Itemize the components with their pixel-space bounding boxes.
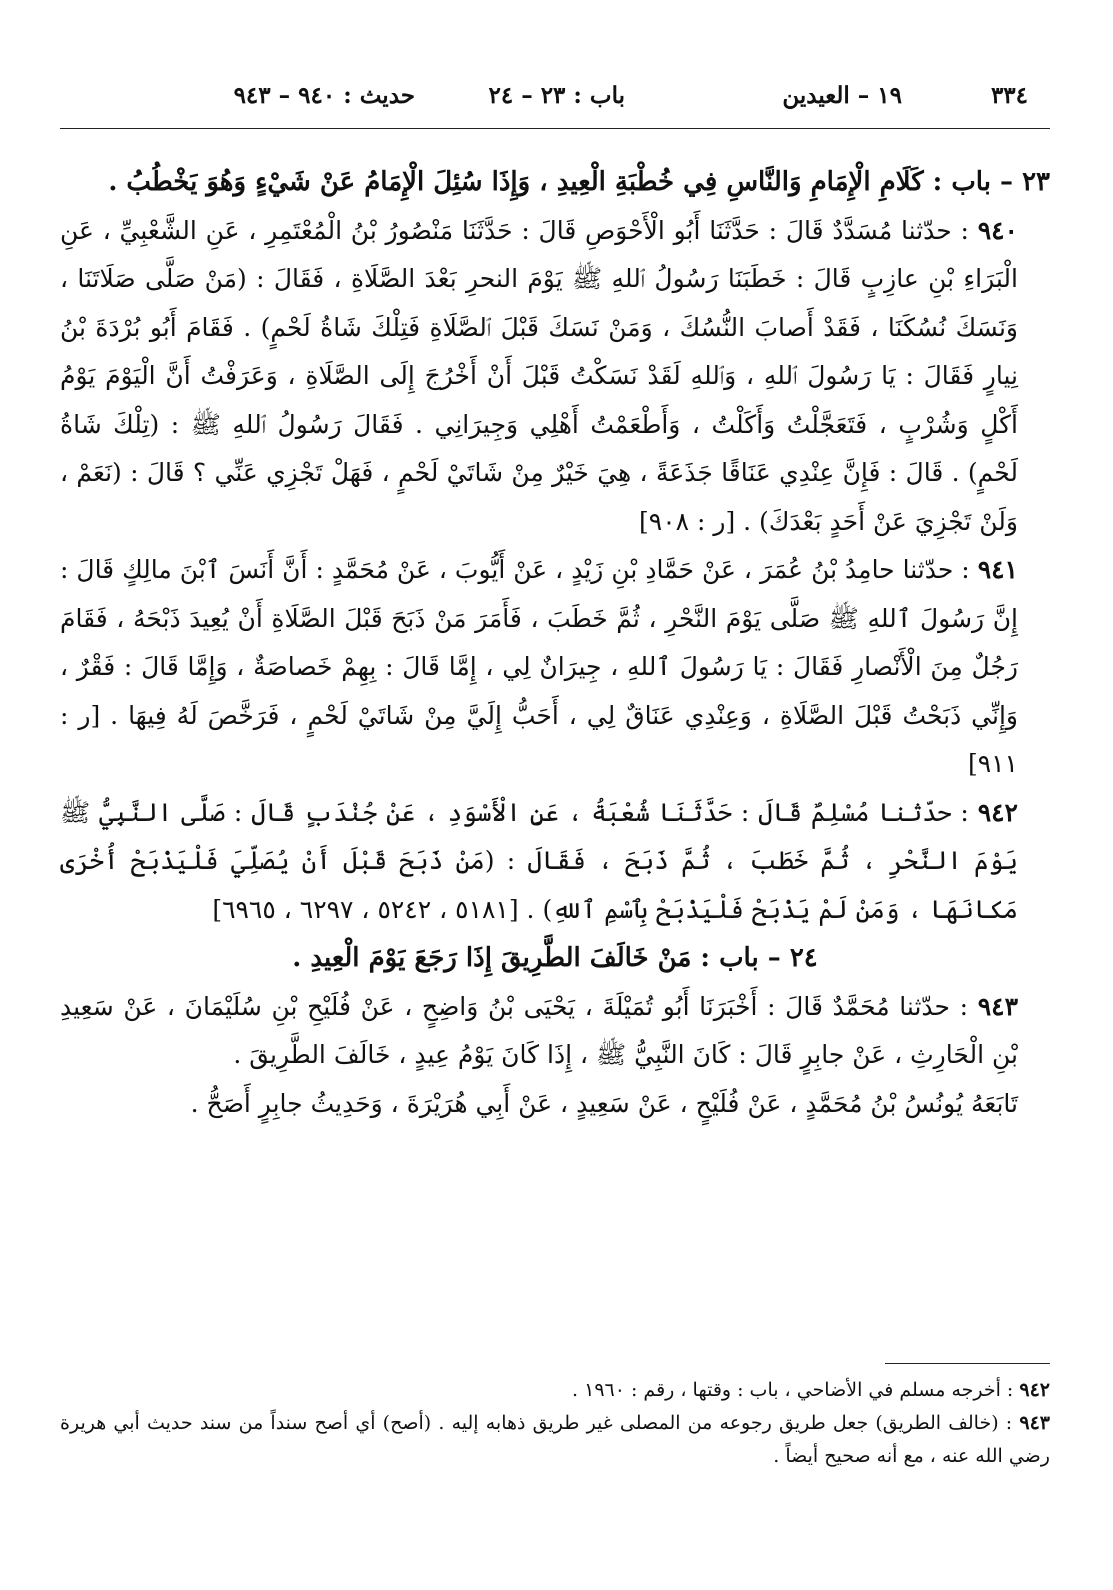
footnote-divider <box>885 1363 1050 1364</box>
hadith-943 <box>60 983 1050 1080</box>
footnote-943 <box>60 1407 1050 1473</box>
hadith-range: حديث : ٩٤٠ – ٩٤٣ <box>233 82 415 109</box>
hadith-number: ٩٤٢ <box>977 797 1018 827</box>
chapter-heading-23: ٢٣ – باب : كَلَامِ الْإِمَامِ وَالنَّاسِ فِي خُطْبَةِ الْعِيدِ ، وَإِذَا سُئِلَ الْإِمَامُ عَنْ شَيْءٍ وَهُوَ يَخْطُبُ . <box>108 167 1050 197</box>
hadith-942 <box>60 789 1050 935</box>
hadith-number: ٩٤١ <box>977 555 1018 584</box>
hadith-text: : حدّثنا مُسَدَّدٌ قَالَ : حَدَّثَنَا أَبُو الْأَحْوَصِ قَالَ : حَدَّثَنَا مَنْصُورُ بْنُ الْمُعْتَمِرِ ، عَنِ الشَّعْبِيِّ ، عَنِ الْبَرَاءِ بْنِ عازِبٍ قَالَ : خَطَبَنَا رَسُولُ ٱللهِ ﷺ يَوْمَ النحرِ بَعْدَ الصَّلَاةِ ، فَقَالَ : (مَنْ صَلَّى صَلَاتَنَا ، وَنَسَكَ نُسُكَنَا ، فَقَدْ أَصابَ النُّسُكَ ، وَمَنْ نَسَكَ قَبْلَ ٱلصَّلَاةِ فَتِلْكَ شَاةُ لَحْمٍ) . فَقَامَ أَبُو بُرْدَةَ بْنُ نِيارٍ فَقَالَ : يَا رَسُولَ ٱللهِ ، وَٱللهِ لَقَدْ نَسَكْتُ قَبْلَ أَنْ أَخْرُجَ إِلَى الصَّلَاةِ ، وَعَرَفْتُ أَنَّ الْيَوْمَ يَوْمُ أَكْلٍ وَشُرْبٍ ، فَتَعَجَّلْتُ وَأَكَلْتُ ، وَأَطْعَمْتُ أَهْلِي وَجِيرَانِي . فَقَالَ رَسُولُ ٱللهِ ﷺ : (تِلْكَ شَاةُ لَحْمٍ) . قَالَ : فَإِنَّ عِنْدِي عَنَاقًا جَذَعَةً ، هِيَ خَيْرٌ مِنْ شَاتَيْ لَحْمٍ ، فَهَلْ تَجْزِي عَنِّي ؟ قَالَ : (نَعَمْ ، وَلَنْ تَجْزِيَ عَنْ أَحَدٍ بَعْدَكَ) . [ر : ٩٠٨] <box>60 215 1018 536</box>
main-text <box>60 158 1050 1128</box>
hadith-text: : حدّثنا مُحَمَّدٌ قَالَ : أَخْبَرَنَا أَبُو تُمَيْلَةَ ، يَحْيَى بْنُ وَاضِحٍ ، عَنْ فُلَيْحِ بْنِ سُلَيْمَانَ ، عَنْ سَعِيدِ بْنِ الْحَارِثِ ، عَنْ جابِرٍ قَالَ : كَانَ النَّبِيُّ ﷺ ، إِذَا كَانَ يَوْمُ عِيدٍ ، خَالَفَ الطَّرِيقَ . <box>60 991 1018 1069</box>
page-number: ٣٣٤ <box>990 82 1028 109</box>
footnote-942 <box>60 1374 1050 1407</box>
footnote-number: ٩٤٣ <box>1019 1412 1051 1434</box>
footnotes <box>60 1374 1050 1473</box>
hadith-941 <box>60 546 1050 789</box>
footnote-text: : أخرجه مسلم في الأضاحي ، باب : وقتها ، رقم : ١٩٦٠ . <box>572 1379 1014 1401</box>
book-title: ١٩ – العيدين <box>782 82 902 109</box>
hadith-number: ٩٤٣ <box>977 991 1019 1021</box>
running-head <box>60 78 1050 116</box>
footnote-number: ٩٤٢ <box>1019 1379 1050 1401</box>
document-page <box>60 78 1050 1558</box>
hadith-text: : حدّثنا مُسْلِمٌ قَالَ : حَدَّثَنَا شُعْبَةُ ، عَنِ الْأَسْوَدِ ، عَنْ جُنْدَبٍ قَالَ : صَلَّى النَّبِيُّ ﷺ يَوْمَ النَّحْرِ ، ثُمَّ خَطَبَ ، ثُمَّ ذَبَحَ ، فَقَالَ : (مَنْ ذَبَحَ قَبْلَ أَنْ يُصَلِّيَ فَلْيَذْبَحْ أُخْرَى مَكانَهَا ، وَمَنْ لَمْ يَذْبَحْ فَلْيَذْبَحْ بِٱسْمِ ٱللهِ) . [٥١٨١ ، ٥٢٤٢ ، ٦٢٩٧ ، ٦٩٦٥] <box>60 797 1018 924</box>
header-divider <box>60 128 1050 129</box>
footnote-text: : (خالف الطريق) جعل طريق رجوعه من المصلى غير طريق ذهابه إليه . (أصح) أي أصح سنداً من سند حديث أبي هريرة رضي الله عنه ، مع أنه صحيح أيضاً . <box>60 1412 1050 1467</box>
hadith-number: ٩٤٠ <box>977 215 1018 245</box>
hadith-943-follow: تَابَعَهُ يُونُسُ بْنُ مُحَمَّدٍ ، عَنْ فُلَيْحٍ ، عَنْ سَعِيدٍ ، عَنْ أَبِي هُرَيْرَةَ ، وَحَدِيثُ جابِرٍ أَصَحُّ . <box>190 1088 1018 1118</box>
chapter-range: باب : ٢٣ – ٢٤ <box>488 82 625 109</box>
hadith-text: : حدّثنا حامِدُ بْنُ عُمَرَ ، عَنْ حَمَّادِ بْنِ زَيْدٍ ، عَنْ أَيُّوبَ ، عَنْ مُحَمَّدٍ : أَنَّ أَنَسَ ٱبْنَ مالِكٍ قَالَ : إِنَّ رَسُولَ ٱللهِ ﷺ صَلَّى يَوْمَ النَّحْرِ ، ثُمَّ خَطَبَ ، فَأَمَرَ مَنْ ذَبَحَ قَبْلَ الصَّلَاةِ أَنْ يُعِيدَ ذَبْحَهُ ، فَقَامَ رَجُلٌ مِنَ الْأَنْصارِ فَقَالَ : يَا رَسُولَ ٱللهِ ، جِيرَانٌ لِي ، إِمَّا قَالَ : بِهِمْ خَصاصَةٌ ، وَإِمَّا قَالَ : فَقْرٌ ، وَإِنِّي ذَبَحْتُ قَبْلَ الصَّلَاةِ ، وَعِنْدِي عَنَاقٌ لِي ، أَحَبُّ إِلَيَّ مِنْ شَاتَيْ لَحْمٍ ، فَرَخَّصَ لَهُ فِيهَا . [ر : ٩١١] <box>60 555 1018 778</box>
hadith-940 <box>60 207 1050 547</box>
chapter-heading-24: ٢٤ – باب : مَنْ خَالَفَ الطَّرِيقَ إِذَا رَجَعَ يَوْمَ الْعِيدِ . <box>292 943 818 973</box>
